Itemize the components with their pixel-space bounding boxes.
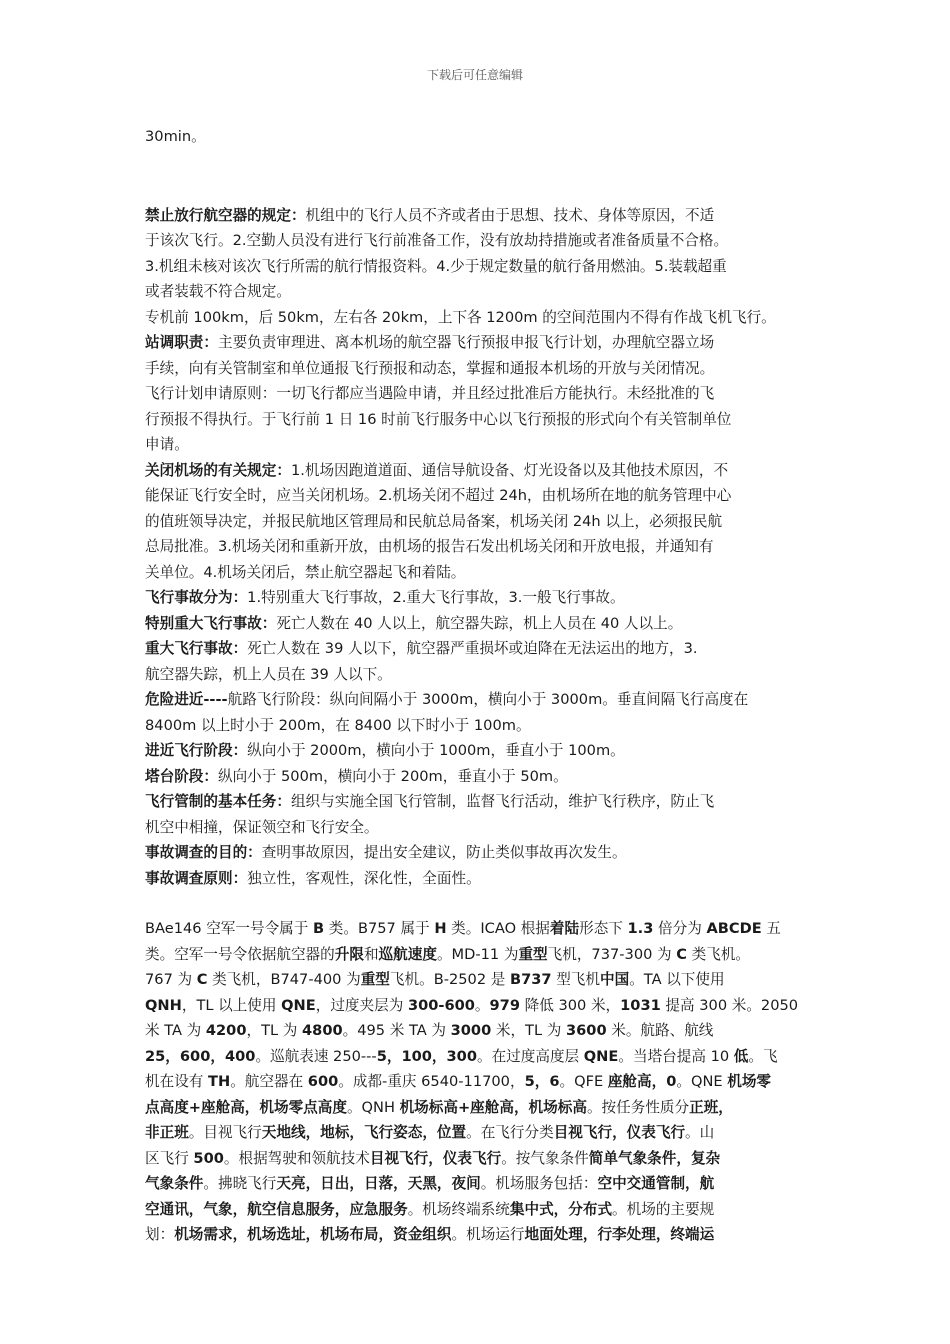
bold-text: 正班， [689, 1098, 733, 1116]
text-line [145, 509, 805, 535]
bold-text: 进近飞行阶段： [145, 742, 248, 759]
text-run: 米 TA 为 [145, 1022, 206, 1039]
text-run: 。机场运行 [451, 1226, 525, 1243]
bold-text: QNE [281, 996, 316, 1014]
text-run: 死亡人数在 40 人以上，航空器失踪，机上人员在 40 人以上。 [276, 614, 683, 632]
text-run: 。495 米 TA 为 [342, 1022, 451, 1039]
bold-text: 300-600 [407, 996, 475, 1014]
bold-text: TH [208, 1073, 231, 1090]
bold-text: 集中式，分布式 [509, 1200, 613, 1218]
text-line [145, 483, 805, 509]
bold-text: 着陆 [549, 920, 580, 937]
bold-text: 低 [733, 1047, 749, 1065]
text-run: 倍分为 [653, 920, 707, 937]
text-line [145, 560, 805, 586]
text-run: 。在过度高度层 [476, 1047, 584, 1065]
text-line [145, 1044, 805, 1070]
bold-text: 4800 [302, 1022, 343, 1039]
bold-text: 空通讯，气象，航空信息服务，应急服务 [145, 1200, 408, 1218]
bold-text: 简单气象条件，复杂 [588, 1149, 721, 1167]
text-run: 。根据驾驶和领航技术 [223, 1149, 370, 1167]
bold-text: 地面处理，行李处理，终端运 [524, 1226, 715, 1243]
text-run: 的值班领导决定，并报民航地区管理局和民航总局备案，机场关闭 24h 以上，必须报民航 [145, 512, 723, 530]
bold-text: C [196, 971, 208, 988]
text-run: 飞行计划申请原则：一切飞行都应当遇险申请，并且经过批准后方能执行。未经批准的飞 [145, 385, 715, 402]
text-line [145, 1018, 805, 1044]
text-run: 型飞机 [551, 971, 600, 988]
text-run: 组织与实施全国飞行管制，监督飞行活动，维护飞行秩序，防止飞 [290, 793, 715, 810]
bold-text: QNE [583, 1047, 619, 1065]
bold-text: 3600 [565, 1022, 607, 1039]
bold-text: 5，100，300 [376, 1047, 477, 1065]
bold-text: 事故调查原则： [145, 869, 248, 887]
text-run: 五 [761, 920, 781, 937]
text-run: 飞机。B-2502 是 [389, 971, 510, 988]
text-run: 。飞 [748, 1047, 778, 1065]
text-line [145, 789, 805, 815]
text-run: 。QFE [559, 1073, 608, 1090]
bold-text: 飞行事故分为： [145, 589, 248, 606]
text-run: 30min。 [145, 128, 206, 145]
text-run: 1.机场因跑道道面、通信导航设备、灯光设备以及其他技术原因，不 [290, 461, 729, 479]
text-run: 。MD-11 为 [436, 945, 519, 963]
page-header: 下载后可任意编辑 [426, 68, 523, 82]
text-run: 。 [474, 996, 490, 1014]
text-run: 。机场服务包括： [480, 1175, 598, 1192]
text-line [145, 1146, 805, 1172]
text-line [145, 1197, 805, 1223]
bold-text: 关闭机场的有关规定： [145, 461, 291, 479]
bold-text: 机场需求，机场选址，机场布局，资金组织 [174, 1226, 452, 1243]
text-line [145, 356, 805, 382]
bold-text: B [313, 920, 325, 937]
text-run: 或者装载不符合规定。 [145, 283, 291, 300]
text-line [145, 636, 805, 662]
bold-text: 事故调查的目的： [145, 844, 262, 861]
bold-text: 禁止放行航空器的规定： [145, 206, 306, 224]
text-line [145, 305, 805, 331]
text-line [145, 662, 805, 688]
text-run: 能保证飞行安全时，应当关闭机场。2.机场关闭不超过 24h，由机场所在地的航务管理中心 [145, 487, 732, 504]
text-line [145, 611, 805, 637]
text-line [145, 993, 805, 1019]
text-run: 行预报不得执行。于飞行前 1 日 16 时前飞行服务中心以飞行预报的形式向个有关管制单位 [145, 410, 732, 428]
text-run: 和 [363, 945, 379, 963]
text-run: 。当塔台提高 10 [618, 1047, 734, 1065]
text-line [145, 279, 805, 305]
bold-text: 979 [489, 996, 520, 1014]
text-line [145, 942, 805, 968]
text-run: 。按气象条件 [501, 1149, 589, 1167]
bold-text: C [676, 945, 687, 963]
text-run: BAe146 空军一号令属于 [145, 920, 314, 937]
text-line [145, 764, 805, 790]
bold-text: 点高度+座舱高，机场零点高度 [145, 1098, 347, 1116]
bold-text: 机场标高+座舱高，机场标高 [399, 1098, 587, 1116]
text-run: 提高 300 米。2050 [660, 996, 799, 1014]
bold-text: 4200 [205, 1022, 247, 1039]
text-line [145, 840, 805, 866]
document-body [145, 124, 805, 1248]
bold-text: 站调职责： [145, 334, 218, 351]
text-run: 767 为 [145, 971, 197, 988]
text-run: 3.机组未核对该次飞行所需的航行情报资料。4.少于规定数量的航行备用燃油。5.装载超重 [145, 257, 727, 275]
text-run: 机空中相撞，保证领空和飞行安全。 [145, 818, 379, 836]
text-run: ，过度夹层为 [315, 996, 408, 1014]
bold-text: 飞行管制的基本任务： [145, 793, 291, 810]
text-run: 。拂晓飞行 [203, 1175, 277, 1192]
text-run: 关单位。4.机场关闭后，禁止航空器起飞和着陆。 [145, 563, 466, 581]
bold-text: 5，6 [524, 1073, 560, 1090]
bold-text: 目视飞行，仪表飞行 [553, 1124, 686, 1141]
text-run: 。机场终端系统 [407, 1200, 510, 1218]
bold-text: 特别重大飞行事故： [145, 614, 277, 632]
text-run: 区飞行 [145, 1149, 194, 1167]
text-run: 。巡航表速 250--- [255, 1047, 377, 1065]
text-line [145, 203, 805, 229]
text-line [145, 1095, 805, 1121]
text-run: 。QNE [676, 1073, 728, 1090]
text-line [145, 1171, 805, 1197]
text-line [145, 330, 805, 356]
text-run: 于该次飞行。2.空勤人员没有进行飞行前准备工作，没有放劫持措施或者准备质量不合格。 [145, 232, 729, 249]
bold-text: 危险进近---- [145, 691, 228, 708]
text-run: 。目视飞行 [188, 1124, 262, 1141]
text-run: ，TL 为 [246, 1022, 303, 1039]
bold-text: 25，600，400 [145, 1047, 256, 1065]
text-run: 。在飞行分类 [466, 1124, 554, 1141]
text-run: 米，TL 为 [491, 1022, 566, 1039]
text-line [145, 124, 805, 150]
text-run: 纵向小于 500m，横向小于 200m，垂直小于 50m。 [217, 767, 568, 785]
text-line [145, 585, 805, 611]
text-run: 纵向小于 2000m，横向小于 1000m，垂直小于 100m。 [247, 742, 625, 759]
text-line [145, 1120, 805, 1146]
bold-text: 3000 [450, 1022, 492, 1039]
text-run: 飞机，737-300 为 [547, 945, 677, 963]
text-line [145, 1222, 805, 1248]
bold-text: 目视飞行，仪表飞行 [369, 1149, 502, 1167]
text-run: 主要负责审理进、离本机场的航空器飞行预报申报飞行计划，办理航空器立场 [217, 334, 715, 351]
bold-text: 机场零 [727, 1073, 772, 1090]
text-run: 航路飞行阶段：纵向间隔小于 3000m，横向小于 3000m。垂直间隔飞行高度在 [227, 691, 749, 708]
text-run: 8400m 以上时小于 200m，在 8400 以下时小于 100m。 [145, 716, 531, 734]
text-run: 类飞机，B747-400 为 [207, 971, 361, 988]
text-line [145, 407, 805, 433]
bold-text: 气象条件 [145, 1175, 204, 1192]
text-run: 形态下 [579, 920, 628, 937]
bold-text: 塔台阶段： [145, 767, 218, 785]
bold-text: 天亮，日出，日落，天黑，夜间 [276, 1175, 481, 1192]
text-run: 。按任务性质分 [586, 1098, 690, 1116]
text-run: 机组中的飞行人员不齐或者由于思想、技术、身体等原因，不适 [305, 206, 715, 224]
text-line [145, 866, 805, 892]
text-line [145, 228, 805, 254]
bold-text: 500 [193, 1149, 224, 1167]
bold-text: ABCDE [706, 920, 762, 937]
bold-text: 天地线，地标，飞行姿态，位置 [261, 1124, 467, 1141]
text-line [145, 738, 805, 764]
bold-text: 600 [307, 1073, 339, 1090]
text-run: 。航空器在 [230, 1073, 308, 1090]
text-line [145, 432, 805, 458]
text-run: 类。ICAO 根据 [446, 920, 550, 937]
text-run: 类。空军一号令依据航空器的 [145, 945, 335, 963]
bold-text: 空中交通管制，航 [597, 1175, 715, 1192]
text-run: 总局批准。3.机场关闭和重新开放，由机场的报告石发出机场关闭和开放电报，并通知有 [145, 538, 714, 555]
text-line [145, 458, 805, 484]
text-run: 手续，向有关管制室和单位通报飞行预报和动态，掌握和通报本机场的开放与关闭情况。 [145, 359, 715, 377]
bold-text: 重型 [360, 971, 390, 988]
bold-text: 中国 [600, 971, 630, 988]
text-run: 航空器失踪，机上人员在 39 人以下。 [145, 665, 392, 683]
text-run: 专机前 100km，后 50km，左右各 20km，上下各 1200m 的空间范围内不得有作战飞机飞行。 [145, 308, 776, 326]
text-run: 申请。 [145, 436, 189, 453]
bold-text: 升限 [334, 945, 364, 963]
text-run: 。机场的主要规 [612, 1200, 715, 1218]
text-run: 死亡人数在 39 人以下，航空器严重损坏或迫降在无法运出的地方，3. [247, 640, 698, 657]
text-line [145, 815, 805, 841]
text-run: 查明事故原因，提出安全建议，防止类似事故再次发生。 [261, 844, 627, 861]
text-run: ，TL 以上使用 [181, 996, 282, 1014]
text-line [145, 254, 805, 280]
text-run: 米。航路、航线 [606, 1022, 714, 1039]
bold-text: 重型 [518, 945, 548, 963]
text-run: 独立性，客观性，深化性，全面性。 [247, 869, 481, 887]
bold-text: 重大飞行事故： [145, 640, 248, 657]
text-run: 类。B757 属于 [324, 920, 435, 937]
bold-text: B737 [509, 971, 552, 988]
text-line [145, 687, 805, 713]
text-run: 1.特别重大飞行事故，2.重大飞行事故，3.一般飞行事故。 [247, 589, 625, 606]
text-run: 。TA 以下使用 [629, 971, 725, 988]
bold-text: 座舱高，0 [607, 1073, 677, 1090]
text-run: 。山 [685, 1124, 715, 1141]
bold-text: 巡航速度 [378, 945, 437, 963]
text-line [145, 1069, 805, 1095]
text-run: 。成都-重庆 6540-11700， [338, 1073, 525, 1090]
text-run: 类飞机。 [687, 945, 751, 963]
text-run: 机在设有 [145, 1073, 209, 1090]
text-run: 。QNH [346, 1098, 400, 1116]
text-line [145, 381, 805, 407]
bold-text: QNH [145, 996, 182, 1014]
text-line [145, 534, 805, 560]
text-run: 划： [145, 1226, 175, 1243]
text-run: 降低 300 米， [520, 996, 621, 1014]
bold-text: H [434, 920, 447, 937]
paragraph-gap [145, 891, 805, 916]
bold-text: 1031 [620, 996, 661, 1014]
text-line [145, 713, 805, 739]
bold-text: 1.3 [627, 920, 654, 937]
paragraph-gap [145, 150, 805, 203]
bold-text: 非正班 [145, 1124, 189, 1141]
text-line [145, 916, 805, 942]
text-line [145, 967, 805, 993]
